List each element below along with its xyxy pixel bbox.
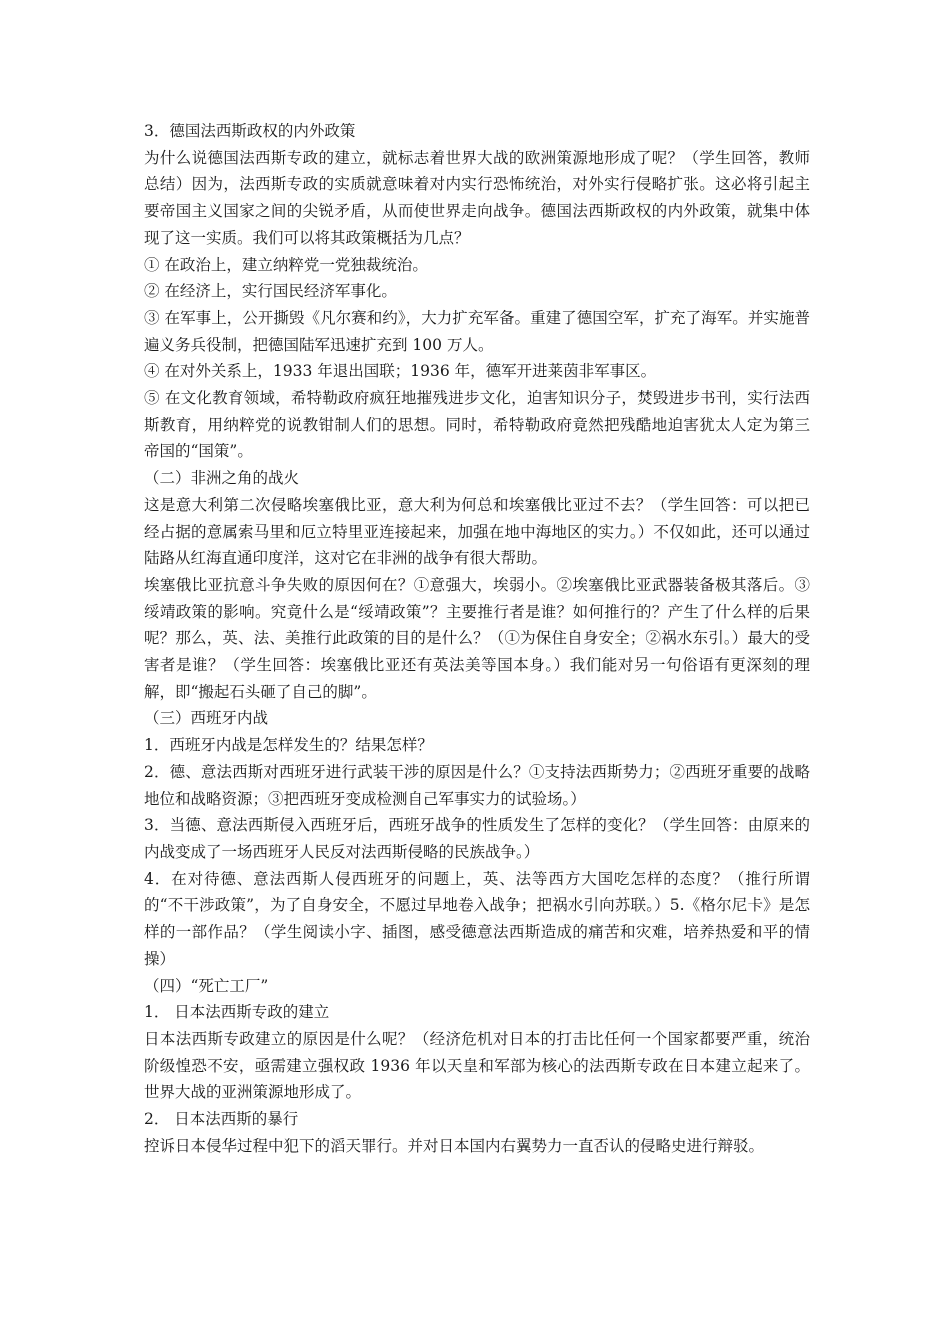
paragraph-italy-ethiopia: 这是意大利第二次侵略埃塞俄比亚，意大利为何总和埃塞俄比亚过不去？（学生回答：可以把已经占据的意属索马里和厄立特里亚连接起来，加强在地中海地区的实力。）不仅如此，还可以通过陆路从红海直通印度洋，这对它在非洲的战争有很大帮助。: [144, 495, 810, 568]
list-item-politics: ① 在政治上，建立纳粹党一党独裁统治。: [144, 255, 428, 274]
paragraph-japan-dictatorship: 日本法西斯专政建立的原因是什么呢？（经济危机对日本的打击比任何一个国家都要严重，统治阶级惶恐不安，亟需建立强权政 1936 年以天皇和军部为核心的法西斯专政在日本建立起来了。世界大战的亚洲策源地形成了。: [144, 1029, 810, 1102]
paragraph-appeasement: 埃塞俄比亚抗意斗争失败的原因何在？①意强大，埃弱小。②埃塞俄比亚武器装备极其落后。③绥靖政策的影响。究竟什么是“绥靖政策”？主要推行者是谁？如何推行的？产生了什么样的后果呢？那么，英、法、美推行此政策的目的是什么？（①为保住自身安全；②祸水东引。）最大的受害者是谁？（学生回答：埃塞俄比亚还有英法美等国本身。）我们能对另一句俗语有更深刻的理解，即“搬起石头砸了自己的脚”。: [144, 575, 810, 701]
paragraph-fascist-dictatorship: 为什么说德国法西斯专政的建立，就标志着世界大战的欧洲策源地形成了呢？（学生回答，教师总结）因为，法西斯专政的实质就意味着对内实行恐怖统治，对外实行侵略扩张。这必将引起主要帝国主义国家之间的尖锐矛盾，从而使世界走向战争。德国法西斯政权的内外政策，就集中体现了这一实质。我们可以将其政策概括为几点？: [144, 148, 810, 247]
list-item-economy: ② 在经济上，实行国民经济军事化。: [144, 282, 397, 301]
list-item-culture-education: ⑤ 在文化教育领域，希特勒政府疯狂地摧残进步文化，迫害知识分子，焚毁进步书刊，实行法西斯教育，用纳粹党的说教钳制人们的思想。同时，希特勒政府竟然把残酷地迫害犹太人定为第三帝国的“国策”。: [144, 389, 810, 461]
question-1-spain: 1．西班牙内战是怎样发生的？结果怎样？: [144, 736, 433, 755]
question-3-spain: 3．当德、意法西斯侵入西班牙后，西班牙战争的性质发生了怎样的变化？（学生回答：由原来的内战变成了一场西班牙人民反对法西斯侵略的民族战争。）: [144, 816, 810, 861]
question-2-spain: 2．德、意法西斯对西班牙进行武装干涉的原因是什么？①支持法西斯势力；②西班牙重要的战略地位和战略资源；③把西班牙变成检测自己军事实力的试验场。）: [144, 762, 810, 808]
section-heading-german-policies: 3．德国法西斯政权的内外政策: [144, 122, 356, 140]
paragraph-japan-atrocities: 控诉日本侵华过程中犯下的滔天罪行。并对日本国内右翼势力一直否认的侵略史进行辩驳。: [144, 1136, 765, 1155]
question-4-spain: 4．在对待德、意法西斯人侵西班牙的问题上，英、法等西方大国吃怎样的态度？（推行所谓的“不干涉政策”，为了自身安全，不愿过早地卷入战争；把祸水引向苏联。）5.《格尔尼卡》是怎样的一部作品？（学生阅读小字、插图，感受德意法西斯造成的痛苦和灾难，培养热爱和平的情操）: [144, 869, 810, 968]
section-heading-spanish-civil-war: （三）西班牙内战: [144, 709, 269, 728]
section-heading-horn-of-africa: （二）非洲之角的战火: [144, 469, 300, 488]
subheading-japan-atrocities: 2． 日本法西斯的暴行: [144, 1110, 299, 1129]
list-item-military: ③ 在军事上，公开撕毁《凡尔赛和约》，大力扩充军备。重建了德国空军，扩充了海军。并实施普遍义务兵役制，把德国陆军迅速扩充到 100 万人。: [144, 308, 810, 354]
section-heading-death-factory: （四）“死亡工厂”: [144, 976, 269, 995]
subheading-japan-dictatorship: 1． 日本法西斯专政的建立: [144, 1003, 330, 1022]
document-body: [144, 118, 810, 1159]
list-item-foreign-relations: ④ 在对外关系上，1933 年退出国联；1936 年，德军开进莱茵非军事区。: [144, 362, 657, 381]
